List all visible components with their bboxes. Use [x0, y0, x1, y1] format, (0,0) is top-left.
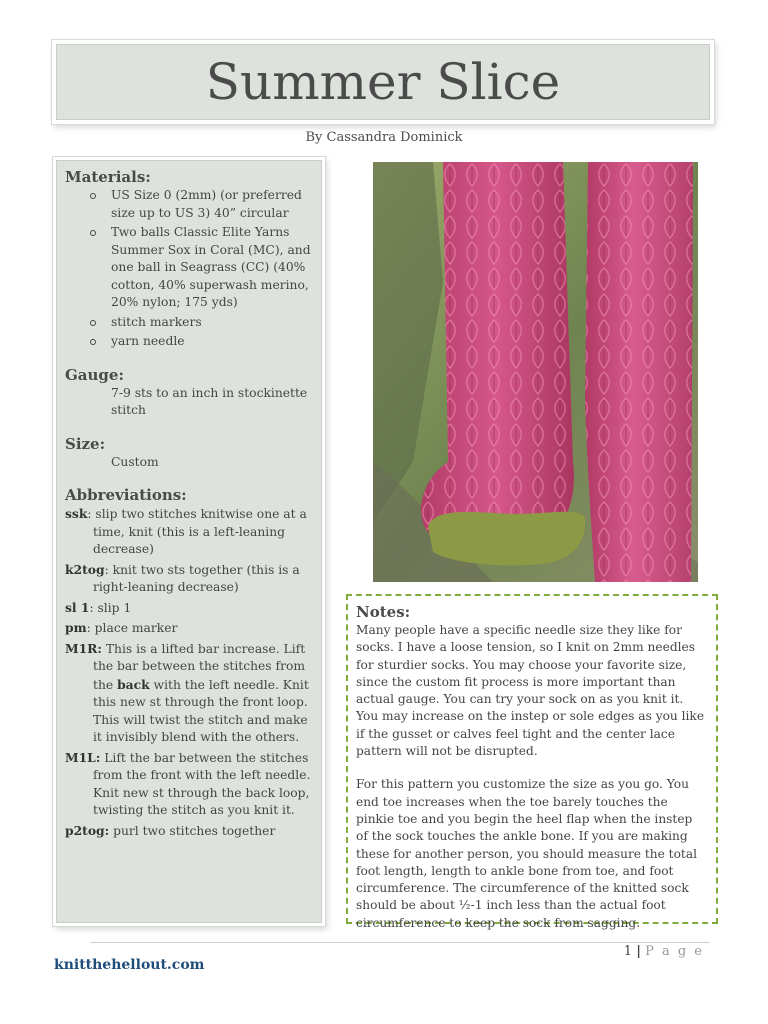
abbr-def: : slip two stitches knitwise one at a time, knit (this is a left-leaning decrease): [87, 507, 307, 556]
materials-panel: [56, 160, 322, 923]
abbr-p2tog: [65, 822, 313, 841]
size-heading: Size:: [65, 434, 106, 453]
abbr-def: This is a lifted bar increase. Lift the bar between the stitches from the: [93, 641, 306, 692]
page-number-value: 1: [623, 944, 633, 959]
list-item: Two balls Classic Elite Yarns Summer Sox in Coral (MC), and one ball in Seagrass (CC) (40% cotton, 40% superwash merino, 20% nylon; 175 yds): [111, 224, 313, 312]
abbr-def: Lift the bar between the stitches from the front with the left needle. Knit new st through the back loop, twisting the stitch as you knit it.: [93, 750, 311, 817]
abbr-m1r: [65, 640, 313, 747]
abbr-def: : place marker: [86, 621, 178, 635]
materials-list: [65, 187, 313, 351]
list-item: US Size 0 (2mm) (or preferred size up to US 3) 40” circular: [111, 187, 313, 222]
abbr-k2tog: [65, 561, 313, 597]
gauge-text: 7-9 sts to an inch in stockinette stitch: [111, 385, 308, 417]
page-separator: |: [636, 944, 641, 959]
abbr-ssk: [65, 505, 313, 559]
abbreviations-list: [65, 505, 313, 840]
byline: By Cassandra Dominick: [305, 130, 463, 145]
list-item: yarn needle: [111, 333, 313, 351]
sock-photo: [373, 162, 698, 582]
notes-panel: [346, 594, 718, 930]
abbr-def: purl two stitches together: [109, 823, 276, 838]
abbr-m1l: [65, 749, 313, 820]
page-title: Summer Slice: [205, 53, 561, 111]
abbr-term: sl 1: [65, 599, 90, 615]
materials-heading: Materials:: [65, 168, 151, 186]
abbr-term: M1L:: [65, 749, 101, 765]
size-text: Custom: [111, 454, 159, 469]
abbr-pm: [65, 619, 313, 638]
abbr-term: M1R:: [65, 640, 102, 656]
abbr-term: k2tog: [65, 561, 105, 577]
sock-illustration: [373, 162, 698, 582]
abbr-sl1: [65, 599, 313, 618]
page-number: [624, 944, 704, 959]
site-link[interactable]: knitthehellout.com: [54, 957, 205, 973]
notes-heading: Notes:: [356, 603, 411, 621]
footer-divider: [90, 942, 710, 943]
abbr-term: p2tog:: [65, 822, 110, 838]
abbr-term: pm: [65, 620, 87, 635]
abbr-emphasis: back: [117, 676, 150, 692]
abbr-term: ssk: [65, 506, 88, 521]
page-label: P a g e: [645, 944, 704, 959]
list-item: stitch markers: [111, 314, 313, 332]
abbr-def: with the left needle. Knit this new st through the front loop. This will twist the stitch and make it invisibly blend with the others.: [93, 677, 309, 744]
abbreviations-heading: Abbreviations:: [65, 486, 187, 504]
notes-paragraph-1: Many people have a specific needle size they like for socks. I have a loose tension, so I knit on 2mm needles for sturdier socks. You may choose your favorite size, since the custom fit process is more important than actual gauge. You can try your sock on as you knit it. You may increase on the instep or sole edges as you like if the gusset or calves feel tight and the center lace pattern will not be disrupted.: [356, 623, 705, 759]
gauge-heading: Gauge:: [65, 365, 125, 384]
notes-paragraph-2: For this pattern you customize the size as you go. You end toe increases when the toe barely touches the pinkie toe and you begin the heel flap when the instep of the sock touches the ankle bone. If you are making these for another person, you should measure the total foot length, length to ankle bone from toe, and foot circumference. The circumference of the knitted sock should be about ½-1 inch less than the actual foot circumference to keep the sock from sagging.: [356, 777, 697, 930]
title-box: [56, 44, 710, 120]
abbr-def: : slip 1: [89, 600, 132, 615]
abbr-def: : knit two sts together (this is a right-leaning decrease): [93, 562, 300, 594]
